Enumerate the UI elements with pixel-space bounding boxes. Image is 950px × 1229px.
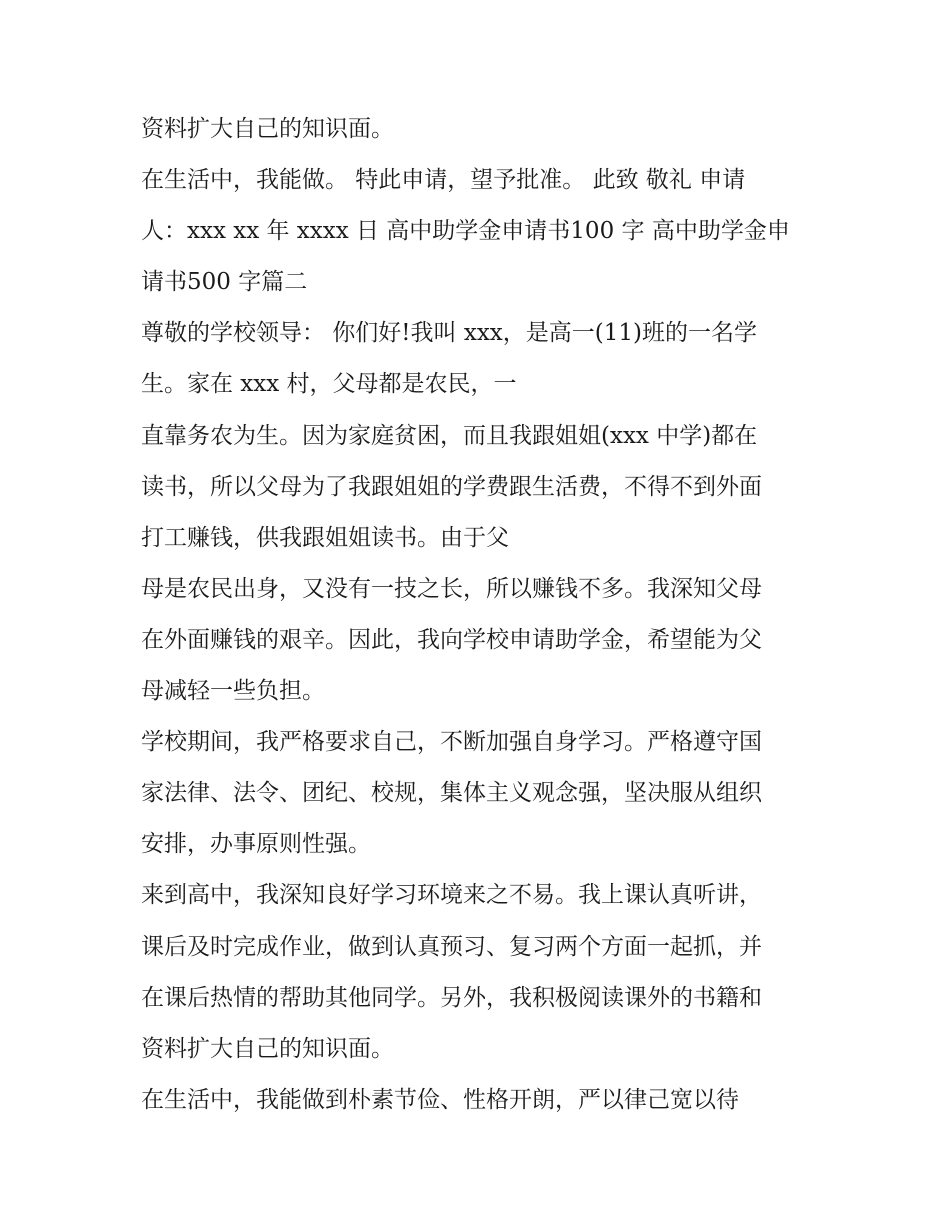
text-line: 资料扩大自己的知识面。	[141, 1035, 394, 1062]
text-line: 在外面赚钱的艰辛。因此，我向学校申请助学金，希望能为父	[141, 626, 762, 653]
text-line: 课后及时完成作业，做到认真预习、复习两个方面一起抓，并	[141, 933, 762, 960]
text-line: 请书500 字篇二	[141, 269, 308, 296]
text-line: 人：xxx xx 年 xxxx 日 高中助学金申请书100 字 高中助学金申	[141, 218, 790, 245]
text-line: 尊敬的学校领导： 你们好!我叫 xxx，是高一(11)班的一名学	[141, 320, 757, 347]
text-line: 母是农民出身，又没有一技之长，所以赚钱不多。我深知父母	[141, 575, 762, 602]
text-line: 学校期间，我严格要求自己，不断加强自身学习。严格遵守国	[141, 729, 762, 756]
text-line: 在生活中，我能做。 特此申请，望予批准。 此致 敬礼 申请	[141, 167, 746, 194]
text-line: 资料扩大自己的知识面。	[141, 116, 394, 142]
text-line: 生。家在 xxx 村，父母都是农民，一	[141, 371, 517, 398]
text-line: 打工赚钱，供我跟姐姐读书。由于父	[141, 524, 509, 551]
text-line: 家法律、法令、团纪、校规，集体主义观念强，坚决服从组织	[141, 780, 762, 807]
text-line: 来到高中，我深知良好学习环境来之不易。我上课认真听讲，	[141, 882, 762, 909]
text-line: 直靠务农为生。因为家庭贫困，而且我跟姐姐(xxx 中学)都在	[141, 422, 758, 449]
text-line: 在课后热情的帮助其他同学。另外，我积极阅读课外的书籍和	[141, 984, 762, 1011]
text-line: 在生活中，我能做到朴素节俭、性格开朗，严以律己宽以待	[141, 1086, 739, 1113]
text-line: 安排，办事原则性强。	[141, 831, 371, 858]
text-line: 读书，所以父母为了我跟姐姐的学费跟生活费，不得不到外面	[141, 473, 762, 500]
text-line: 母减轻一些负担。	[141, 678, 325, 705]
document-body	[141, 104, 821, 1126]
